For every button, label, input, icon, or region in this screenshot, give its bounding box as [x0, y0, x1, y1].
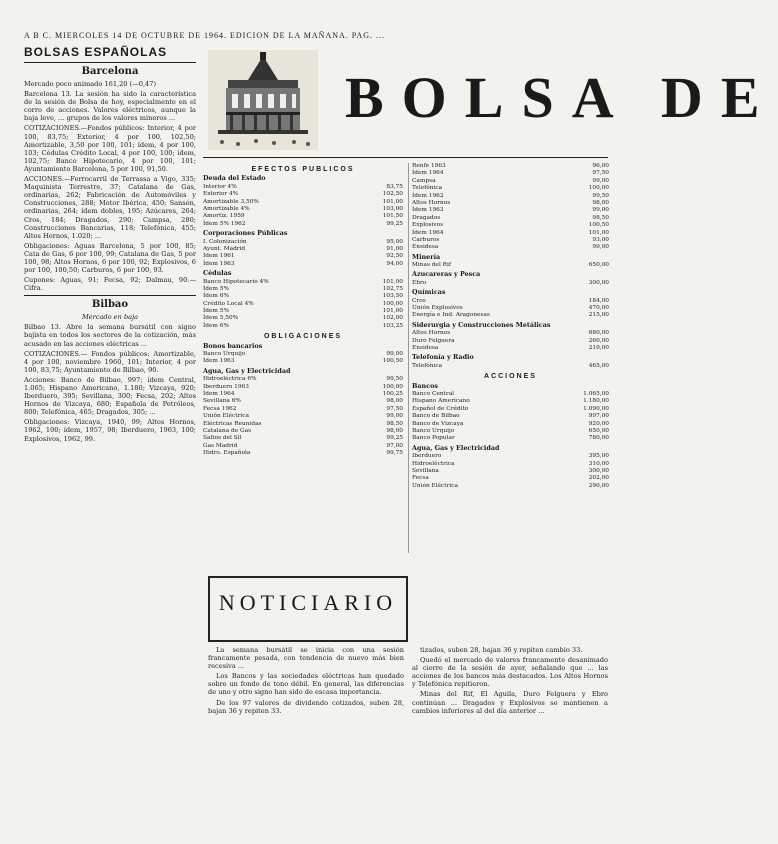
- quote-value: 215,00: [588, 312, 609, 319]
- table-row: [412, 338, 609, 345]
- table-row: [412, 398, 609, 405]
- quote-value: 260,00: [588, 337, 609, 344]
- security-name: Hidroeléctrica: [412, 460, 455, 467]
- quote-value: 650,00: [588, 428, 609, 434]
- quote-value: 100,50: [588, 222, 609, 229]
- table-subheading: Telefonía y Radio: [412, 353, 474, 362]
- table-subheading: Cédulas: [203, 269, 232, 278]
- security-name: Banco Popular: [412, 435, 455, 442]
- security-name: Energía e Ind. Aragonesas: [412, 312, 490, 319]
- security-name: Ídem 1964: [203, 391, 235, 398]
- quote-value: 98,50: [592, 214, 609, 221]
- sub-heading: Mercado en baja: [81, 313, 139, 322]
- table-row: [203, 435, 403, 442]
- table-row: [412, 435, 609, 442]
- table-row: [203, 261, 403, 268]
- table-row: [203, 398, 403, 405]
- table-row: [412, 230, 609, 237]
- table-row: [203, 286, 403, 293]
- table-subheading: Bancos: [412, 381, 438, 390]
- security-name: Ensidesa: [412, 244, 439, 251]
- table-row: [412, 262, 609, 269]
- security-name: Banco de Vizcaya: [412, 420, 464, 427]
- paragraph: Bilbao 13. Abre la semana bursátil con signo bajista en todos los sectores de la cotización, más acusado en las acciones eléctricas ...: [24, 323, 196, 348]
- table-row: [412, 312, 609, 319]
- quote-value: 99,00: [592, 177, 609, 184]
- table-row: [412, 468, 609, 475]
- security-name: Sevillana: [412, 467, 439, 474]
- quote-value: 100,50: [382, 358, 403, 365]
- security-name: Duro Felguera: [412, 337, 455, 344]
- table-row: [203, 199, 403, 206]
- paragraph: Obligaciones: Vizcaya, 1940, 99; Altos Hornos, 1962, 100; ídem, 1957, 98; Iberduero, 1963, 100; Explosivos, 1962, 99.: [24, 418, 196, 443]
- table-row: [203, 323, 403, 330]
- table-row: [412, 222, 609, 229]
- paragraph: Los Bancos y las sociedades eléctricas han quedado sobre un fondo de tono débil. En general, las diferencias de uno y otro signo han sido de escasa importancia.: [208, 672, 404, 697]
- noticiario-box: [208, 576, 408, 642]
- paragraph: La semana bursátil se inicia con una sesión francamente pesada, con tendencia de nuevo más bien recesiva ...: [208, 646, 404, 671]
- paragraph: ACCIONES.—Ferrocarril de Terrassa a Vigo, 335; Maquinista Terrestre, 37; Catalana de Gas, ordinarias, 262; Fabricación de Automóviles y Construcciones, 288; Motor Ibérica, 450; Sansón, ordinarias, 264; ídem dobles, 195; Azúcares, 264; Cros, 184; Dragados, 290; Campsa, 280; Construcciones Bancarias, 118; Telefónica, 455; Altos Hornos, 1.020; ...: [24, 175, 196, 240]
- table-heading: EFECTOS PUBLICOS: [251, 166, 355, 173]
- security-name: Ebro: [412, 279, 427, 286]
- security-name: Banco Urquijo: [203, 351, 246, 358]
- security-name: Altos Hornos: [412, 330, 451, 337]
- quote-value: 290,00: [588, 482, 609, 489]
- divider: [24, 295, 196, 296]
- security-name: Ídem 1964: [412, 170, 444, 177]
- quote-value: 1.180,00: [583, 398, 609, 405]
- city-heading-barcelona: Barcelona: [81, 66, 139, 77]
- security-name: Español de Crédito: [412, 405, 469, 412]
- table-subheading: Bonos bancarios: [203, 341, 263, 350]
- quote-value: 101,00: [382, 198, 403, 205]
- quote-value: 300,00: [588, 279, 609, 286]
- security-name: Ídem 1962: [412, 192, 444, 199]
- quote-value: 101,00: [382, 308, 403, 315]
- table-row: [412, 453, 609, 460]
- table-subheading: Deuda del Estado: [203, 174, 266, 183]
- quote-value: 99,00: [592, 207, 609, 214]
- quote-value: 83,75: [386, 183, 403, 190]
- paragraph: Cupones: Aguas, 91; Fecsa, 92; Dalmau, 90.—Cifra.: [24, 276, 196, 293]
- table-subheading: Agua, Gas y Electricidad: [412, 443, 500, 452]
- quote-value: 465,00: [588, 362, 609, 369]
- security-name: Sevillana 6%: [203, 398, 241, 405]
- security-name: Ídem 1963: [203, 358, 235, 365]
- quote-value: 97,50: [386, 405, 403, 412]
- quote-value: 103,50: [382, 293, 403, 300]
- quote-value: 100,25: [382, 391, 403, 398]
- bolsa-masthead: [203, 45, 778, 158]
- table-row: [412, 215, 609, 222]
- security-name: Dragados: [412, 214, 441, 221]
- table-row: [412, 413, 609, 420]
- quote-value: 99,00: [386, 351, 403, 358]
- security-name: Hidroeléctrica 6%: [203, 376, 257, 383]
- security-name: Exterior 4%: [203, 191, 239, 198]
- table-row: [412, 170, 609, 177]
- paragraph: tizados, suben 28, bajan 36 y repiten cambio 33.: [420, 646, 583, 654]
- quote-value: 95,00: [386, 238, 403, 245]
- table-row: [203, 315, 403, 322]
- table-row: [203, 376, 403, 383]
- quote-value: 99,50: [592, 192, 609, 199]
- security-name: Unión Eléctrica: [412, 482, 458, 489]
- quote-value: 1.065,00: [583, 391, 609, 398]
- quote-value: 1.090,00: [583, 405, 609, 412]
- security-name: Ídem 5%: [203, 285, 229, 292]
- security-name: Fecsa 1962: [203, 405, 237, 412]
- security-name: Banco Hipotecario 4%: [203, 278, 269, 285]
- quote-value: 102,50: [382, 191, 403, 198]
- table-column-left: [203, 163, 403, 553]
- quote-value: 99,25: [386, 435, 403, 442]
- quote-value: 96,00: [592, 163, 609, 169]
- running-head: A B C. MIERCOLES 14 DE OCTUBRE DE 1964. EDICION DE LA MAÑANA. PAG. ...: [24, 31, 386, 40]
- quote-value: 300,00: [588, 467, 609, 474]
- quote-value: 101,00: [382, 278, 403, 285]
- security-name: Ídem 5,50%: [203, 315, 239, 322]
- security-name: Banco Central: [412, 391, 455, 398]
- quote-value: 92,50: [386, 253, 403, 260]
- table-row: [203, 421, 403, 428]
- security-name: Ayunt. Madrid: [203, 245, 246, 252]
- security-name: Telefónica: [412, 185, 443, 192]
- security-name: Ídem 1964: [412, 229, 444, 236]
- security-name: Ídem 1961: [203, 253, 235, 260]
- table-row: [412, 185, 609, 192]
- noticiario-title: NOTICIARIO: [218, 590, 398, 615]
- quote-value: 100,00: [588, 185, 609, 192]
- security-name: Explosivos: [412, 222, 444, 229]
- quote-value: 98,00: [592, 199, 609, 206]
- security-name: Catalana de Gas: [203, 428, 252, 434]
- security-name: Crédito Local 4%: [203, 300, 254, 307]
- table-row: [203, 450, 403, 457]
- table-row: [203, 213, 403, 220]
- table-subheading: Químicas: [412, 288, 446, 297]
- table-row: [412, 363, 609, 370]
- quote-value: 395,00: [588, 453, 609, 460]
- security-name: Ensidesa: [412, 345, 439, 352]
- quote-value: 101,00: [588, 229, 609, 236]
- table-row: [203, 293, 403, 300]
- quote-value: 99,50: [386, 376, 403, 383]
- noticiario-column-1: [208, 646, 404, 838]
- quote-value: 202,00: [588, 475, 609, 482]
- security-name: Altos Hornos: [412, 199, 451, 206]
- security-name: Ídem 1963: [203, 260, 235, 267]
- security-name: Ídem 6%: [203, 322, 229, 329]
- table-row: [203, 239, 403, 246]
- table-subheading: Siderurgia y Construcciones Metálicas: [412, 320, 551, 329]
- security-name: Banco Urquijo: [412, 428, 455, 434]
- quote-value: 650,00: [588, 262, 609, 269]
- quote-value: 680,00: [588, 330, 609, 337]
- table-subheading: Azucareras y Pesca: [412, 270, 481, 279]
- quote-value: 780,00: [588, 435, 609, 442]
- quote-value: 97,50: [592, 170, 609, 177]
- security-name: Ídem 6%: [203, 293, 229, 300]
- security-name: Hispano Americano: [412, 398, 470, 405]
- table-row: [203, 253, 403, 260]
- security-name: Minas del Rif: [412, 262, 451, 269]
- quote-value: 91,00: [386, 245, 403, 252]
- security-name: Campsa: [412, 177, 436, 184]
- table-row: [412, 406, 609, 413]
- table-row: [203, 206, 403, 213]
- quote-value: 102,75: [382, 285, 403, 292]
- quote-value: 470,00: [588, 305, 609, 312]
- security-name: Iberduero 1963: [203, 383, 249, 390]
- table-row: [203, 428, 403, 435]
- bolsas-espanolas-column: [24, 45, 196, 834]
- security-name: Ídem 5%: [203, 308, 229, 315]
- security-name: Banco de Bilbao: [412, 413, 460, 420]
- quote-value: 184,00: [588, 297, 609, 304]
- security-name: Gas Madrid: [203, 442, 238, 449]
- table-heading: ACCIONES: [484, 373, 537, 381]
- quote-value: 103,25: [382, 322, 403, 329]
- table-row: [203, 384, 403, 391]
- masthead-title: BOLSA DE: [345, 65, 778, 130]
- quote-value: 98,50: [386, 420, 403, 427]
- paragraph: COTIZACIONES.— Fondos públicos: Amortizable, 4 por 100, noviembre 1960, 101; Interior, 4 por 100, 83,75; Ayuntamiento de Bilbao, 90.: [24, 349, 196, 374]
- table-row: [412, 428, 609, 435]
- security-name: Telefónica: [412, 362, 443, 369]
- table-row: [203, 221, 403, 228]
- security-name: I. Colonización: [203, 238, 247, 245]
- quote-value: 100,00: [382, 300, 403, 307]
- security-name: Renfe 1963: [412, 163, 446, 169]
- table-column-right: [408, 163, 609, 553]
- table-row: [412, 421, 609, 428]
- quote-value: 98,00: [386, 398, 403, 405]
- security-name: Eléctricas Reunidas: [203, 420, 262, 427]
- divider: [24, 62, 196, 63]
- quote-value: 100,00: [382, 383, 403, 390]
- security-name: Amortizable 4%: [203, 205, 250, 212]
- security-name: Hidro. Española: [203, 450, 251, 457]
- quote-value: 99,00: [386, 413, 403, 420]
- table-subheading: Minería: [412, 252, 441, 261]
- security-name: Unión Explosivos: [412, 305, 463, 312]
- table-heading: OBLIGACIONES: [263, 333, 343, 341]
- quote-value: 102,00: [382, 315, 403, 322]
- security-name: Cros: [412, 297, 426, 304]
- security-name: Ídem 5% 1962: [203, 220, 246, 227]
- table-row: [412, 237, 609, 244]
- noticiario-column-2: [412, 646, 608, 838]
- table-row: [412, 345, 609, 352]
- paragraph: Mercado poco animado 161,20 (—0,47): [24, 80, 157, 88]
- quote-value: 98,00: [386, 428, 403, 434]
- table-subheading: Agua, Gas y Electricidad: [203, 366, 291, 375]
- table-row: [412, 244, 609, 251]
- quote-value: 103,00: [382, 205, 403, 212]
- city-heading-bilbao: Bilbao: [91, 299, 129, 311]
- bolsa-building-illustration: [208, 50, 318, 150]
- quote-value: 99,00: [592, 244, 609, 251]
- paragraph: De los 97 valores de dividendo cotizados, suben 28, bajan 36 y repiten 33.: [208, 698, 404, 715]
- table-row: [412, 207, 609, 214]
- table-row: [412, 391, 609, 398]
- paragraph: COTIZACIONES.—Fondos públicos: Interior, 4 por 100, 83,75; Exterior, 4 por 100, 102,50; Amortizable, 3,50 por 100, 101; ídem, 4 por 100, 103; Cédulas Crédito Local, 4 por 100, 100; ídem, 102,75; Banco Hipotecario, 4 por 100, 101; Ayuntamiento Barcelona, 5 por 100, 91,50.: [24, 124, 196, 173]
- quotation-tables: [203, 163, 608, 558]
- security-name: Ídem 1963: [412, 207, 444, 214]
- paragraph: Obligaciones: Aguas Barcelona, 5 por 100, 85; Cata de Gas, 6 por 100, 99; Catalana de Gas, 5 por 100, 98; Altos Hornos, 6 por 100, 92; Explosivos, 6 por 100, 100,50; Carburos, 6 por 100, 93.: [24, 241, 196, 275]
- security-name: Fecsa: [412, 475, 429, 482]
- quote-value: 99,25: [386, 220, 403, 227]
- table-row: [203, 184, 403, 191]
- table-row: [203, 391, 403, 398]
- table-row: [412, 483, 609, 490]
- table-row: [412, 461, 609, 468]
- table-subheading: Corporaciones Públicas: [203, 229, 288, 238]
- quote-value: 101,50: [382, 213, 403, 220]
- table-row: [412, 475, 609, 482]
- table-row: [203, 301, 403, 308]
- table-row: [203, 279, 403, 286]
- quote-value: 94,00: [386, 260, 403, 267]
- security-name: Carburos: [412, 236, 440, 243]
- table-row: [203, 358, 403, 365]
- quote-value: 210,00: [588, 345, 609, 352]
- paragraph: Acciones: Banco de Bilbao, 997; ídem Central, 1.065; Hispano Americano, 1.180; Vizcaya, 920; Iberduero, 395; Sevillana, 300; Fecsa, 202; Altos Hornos de Vizcaya, 680; Española de Petróleos, 800; Telefónica, 465; Dragados, 305; ...: [24, 375, 196, 417]
- quote-value: 310,00: [588, 460, 609, 467]
- quote-value: 93,00: [592, 236, 609, 243]
- table-row: [412, 280, 609, 287]
- table-row: [203, 191, 403, 198]
- table-row: [203, 413, 403, 420]
- section-title: BOLSAS ESPAÑOLAS: [24, 45, 168, 59]
- security-name: Amortizable 3,50%: [203, 198, 259, 205]
- quote-value: 920,00: [588, 420, 609, 427]
- table-row: [412, 298, 609, 305]
- paragraph: Barcelona 13. La sesión ha sido la característica de la sesión de Bolsa de hoy, especialmente en el corro de acciones. Valores eléctricos, aunque la baja leve, ... grupos de los valores mineros ...: [24, 90, 196, 123]
- security-name: Iberduero: [412, 453, 442, 460]
- quote-value: 99,75: [386, 450, 403, 457]
- paragraph: Minas del Rif, El Aguila, Duro Felguera y Ebro continúan ... Dragados y Explosivos se mantienen a cambios inferiores al del día anterior ...: [412, 690, 608, 715]
- quote-value: 97,00: [386, 442, 403, 449]
- table-row: [412, 330, 609, 337]
- security-name: Unión Eléctrica: [203, 413, 249, 420]
- table-row: [412, 193, 609, 200]
- security-name: Interior 4%: [203, 183, 237, 190]
- quote-value: 997,00: [588, 413, 609, 420]
- security-name: Amortiz. 1959: [203, 213, 245, 220]
- paragraph: Quedó el mercado de valores francamente desanimado al cierre de la sesión de ayer, señalando que ... las acciones de los bancos más destacados. Los Altos Hornos y Telefónica repitieron.: [412, 656, 608, 689]
- security-name: Saltos del Sil: [203, 435, 242, 442]
